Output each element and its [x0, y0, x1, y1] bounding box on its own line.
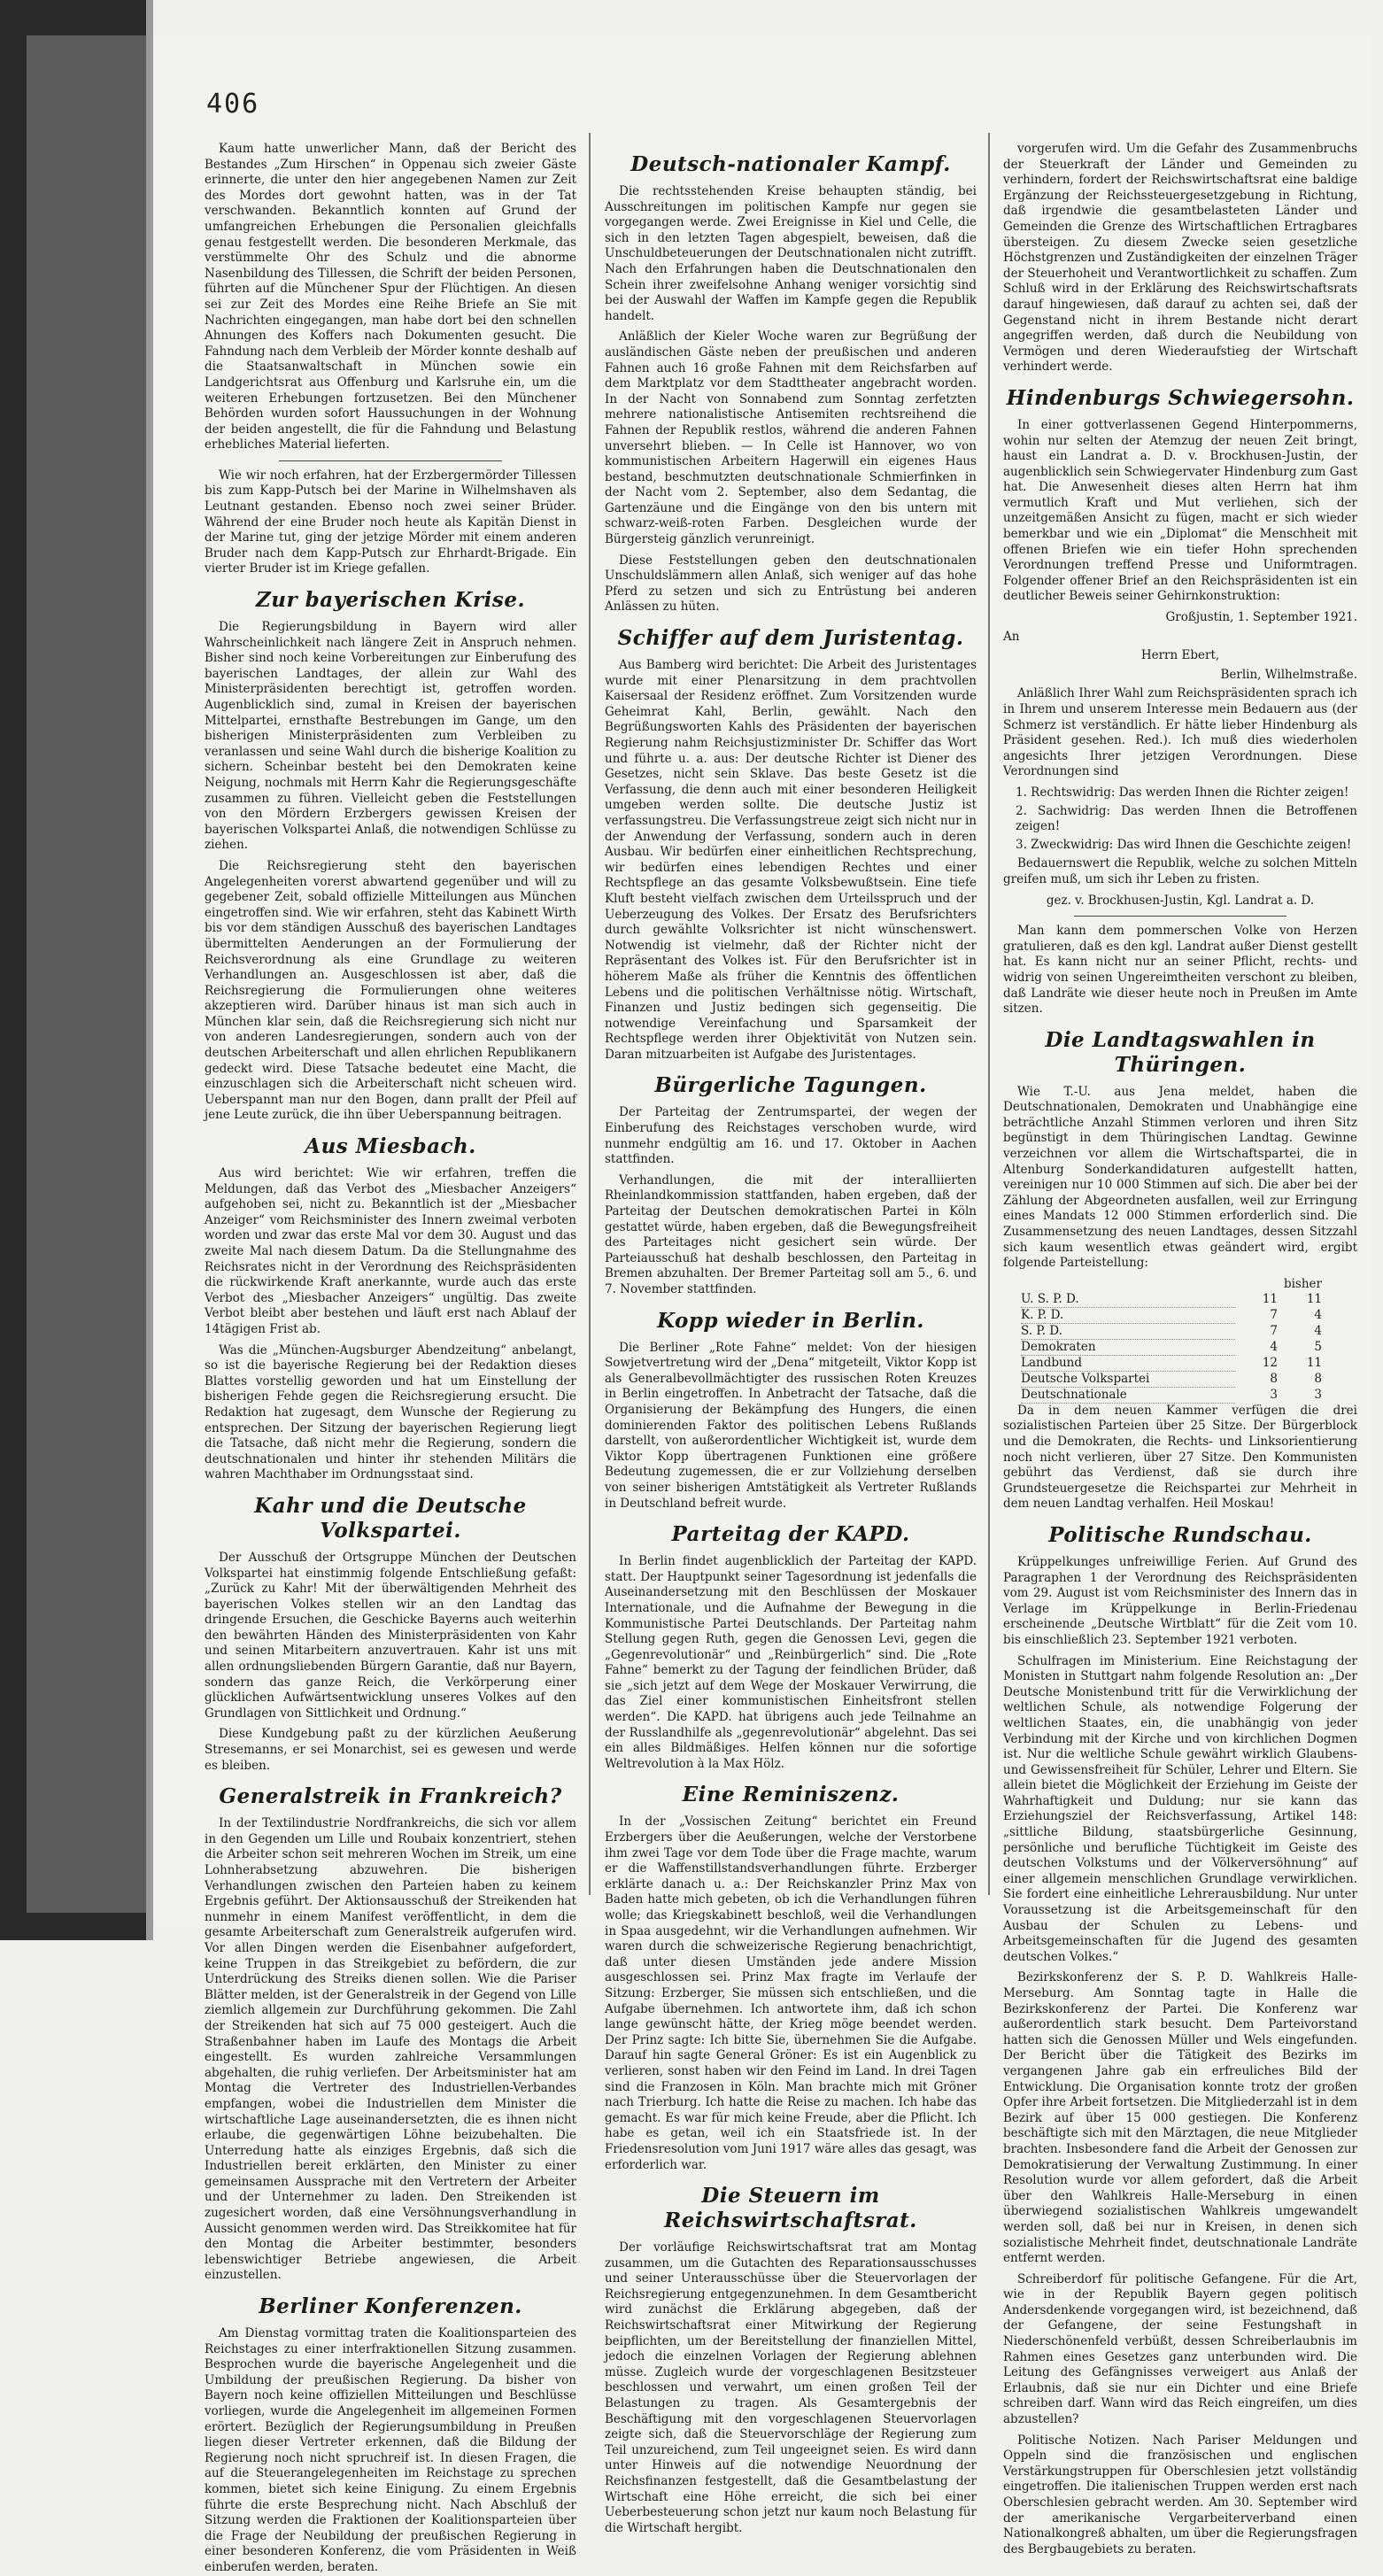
headline-rundschau: Politische Rundschau.	[1048, 1522, 1312, 1547]
seats-new: 7	[1270, 1307, 1278, 1322]
article-paragraph: Die Reichsregierung steht den bayerischen Angelegenheiten vorerst abwartend gegenüber und will zu gegebener Zeit, sobald offizielle Mitteilungen aus München eingetroffen sind. Wie wir erfahren, steht das Kabinett Wirth bis vor dem ständigen Ausschuß des bayerischen Landtages übermittelten Aenderungen an der Formulierung der Reichsverordnung als eine Grundlage zu weiteren Verhandlungen an. Ausgeschlossen ist aber, daß die Reichsregierung die Formulierungen ohne weiteres akzeptieren wird. Darüber hinaus ist man sich auch in München klar sein, daß die Reichsregierung sich nicht nur von anderen Landesregierungen, sondern auch von der deutschen Arbeiterschaft und allen ehrlichen Republikanern gedeckt wird. Diese Tatsache bedeutet eine Macht, die einzuschlagen sich die Arbeiterschaft nicht scheuen wird. Ueberspannt man nur den Bogen, dann prallt der Pfeil auf jene Leute zurück, die ihn über Ueberspannung beitragen.	[205, 858, 576, 1123]
article-paragraph: Am Dienstag vormittag traten die Koalitionsparteien des Reichstages zu einer interfraktionellen Sitzung zusammen. Besprochen wurde die bayerische Angelegenheit und die Umbildung der preußischen Regierung. Da bisher von Bayern noch keine offiziellen Mitteilungen und Beschlüsse vorliegen, wurde die Angelegenheit im allgemeinen Formen erörtert. Bezüglich der Regierungsumbildung in Preußen liegen dieser Vertreter erkennen, daß die Bildung der Regierung noch nicht spruchreif ist. In diesen Fragen, die auf die Steuerangelegenheiten im Reichstage zu sprechen kommen, bietet sich keine Einigung. Zu einem Ergebnis führte die erste Besprechung nicht. Nach Abschluß der Sitzung werden die Fraktionen der Koalitionsparteien über die Frage der Neubildung der preußischen Regierung in einer besonderen Konferenz, die vom Präsidenten in Weiß einberufen werden, beraten.	[205, 2326, 576, 2574]
article-paragraph: Die rechtsstehenden Kreise behaupten ständig, bei Ausschreitungen im politischen Kampfe nur gegen sie vorgegangen werde. Zwei Ereignisse in Kiel und Celle, die sich in den letzten Tagen abgespielt, beweisen, daß die Unschuldbeteuerungen der Deutschnationalen nicht zutrifft. Nach den Erfahrungen haben die Deutschnationalen den Schein ihrer zweifelsohne Anhang weniger vorsichtig sind bei der Auswahl der Waffen im Kampfe gegen die Republik handelt.	[605, 184, 977, 323]
separator	[279, 460, 502, 461]
article-paragraph: In einer gottverlassenen Gegend Hinterpommerns, wohin nur selten der Atemzug der neuen Zeit bringt, haust ein Landrat a. D. v. Brockhusen-Justin, der augenblicklich sein Schwiegervater Hindenburg zum Gast hat. Die Anwesenheit dieses alten Herrn hat ihm vermutlich Kraft und Mut verliehen, sich der unzeitgemäßen Ansicht zu fügen, macht er sich wieder bemerkbar und wie ein „Diplomat“ die Menschheit mit offenen Briefen wie ein tiefer Hohn sprechenden Verordnungen treffend Presse und Uniformtragen. Folgender offener Brief an den Reichspräsidenten ist ein deutlicher Beweis seiner Gehirnkonstruktion:	[1003, 417, 1357, 604]
article-paragraph: Diese Kundgebung paßt zu der kürzlichen Aeußerung Stresemanns, er sei Monarchist, sei es gewesen und werde es bleiben.	[205, 1727, 576, 1773]
headline-tagungen: Bürgerliche Tagungen.	[654, 1073, 927, 1098]
column-right	[1003, 142, 1357, 2557]
headline-hindenburg: Hindenburgs Schwiegersohn.	[1006, 385, 1355, 410]
letter-list	[1016, 785, 1357, 853]
article-paragraph: Die Regierungsbildung in Bayern wird aller Wahrscheinlichkeit nach längere Zeit in Anspruch nehmen. Bisher sind noch keine Vorbereitungen zur Einberufung des bayerischen Landtages, der allein zur Wahl des Ministerpräsidenten berechtigt ist, getroffen worden. Augenblicklich sind, zumal in Kreisen der bayerischen Mittelpartei, ernsthafte Bestrebungen im Gange, um den bisherigen Ministerpräsidenten zum Verbleiben zu veranlassen und seine Wahl durch die bisherige Koalition zu sichern. Scheinbar besteht bei den Demokraten keine Neigung, nochmals mit Herrn Kahr die Regierungsgeschäfte zusammen zu führen. Vielleicht geben die Feststellungen von den Mördern Erzbergers gewissen Kreisen der bayerischen Volkspartei Anlaß, die notwendigen Schlüsse zu ziehen.	[205, 620, 576, 853]
column-rule	[589, 133, 591, 1895]
seats-old: 3	[1314, 1387, 1322, 1402]
letter-close: Bedauernswert die Republik, welche zu solchen Mitteln greifen muß, um sich ihr Leben zu fristen.	[1003, 856, 1357, 886]
letter-date: Großjustin, 1. September 1921.	[1165, 610, 1357, 625]
article-paragraph: Wie T.-U. aus Jena meldet, haben die Deutschnationalen, Demokraten und Unabhängige eine beträchtliche Anzahl Stimmen verloren und ihren Sitz begünstigt in dem Thüringischen Landtag. Gewinne verzeichnen vor allem die Wirtschaftspartei, die in Altenburg Sonderkandidaturen aufgestellt hatten, vereinigen nur 10 000 Stimmen auf sich. Die aber bei der Zählung der Abgeordneten ausfallen, weil zur Erringung eines Mandats 12 000 Stimmen erforderlich sind. Die Zusammensetzung des neuen Landtages, dessen Sitzzahl sich kaum wesentlich etwas geändert wird, ergibt folgende Parteistellung:	[1003, 1084, 1357, 1271]
headline-kapd: Parteitag der KAPD.	[671, 1522, 910, 1547]
article-paragraph: Schulfragen im Ministerium. Eine Reichstagung der Monisten in Stuttgart nahm folgende Resolution an: „Der Deutsche Monistenbund tritt für die Verwirklichung der weltlichen Schule, als notwendige Folgerung der weltlichen Staates, ein, die unabhängig von jeder Verbindung mit der Kirche und von kirchlichen Dogmen ist. Nur die weltliche Schule gewährt wirklich Glaubens- und Gewissensfreiheit für Schüler, Lehrer und Eltern. Sie allein bietet die Möglichkeit der Erziehung im Geiste der Wahrhaftigkeit und Duldung; nur sie kann das Erziehungsziel der Reichsverfassung, Artikel 148: „sittliche Bildung, staatsbürgerliche Gesinnung, persönliche und berufliche Tüchtigkeit im Geiste des deutschen Volkstums und der Völkerversöhnung“ auf einer allgemein menschlichen Grundlage verwirklichen. Sie fordert eine einheitliche Lehrerausbildung. Nur unter Voraussetzung ist die Arbeitsgemeinschaft für den Ausbau der Schulen zu Lebens- und Arbeitsgemeinschaften für die Jugend des gesamten deutschen Volkes.“	[1003, 1653, 1357, 1964]
seats-table	[1003, 1292, 1357, 1404]
headline-steuern: Die Steuern im Reichswirtschaftsrat.	[664, 2184, 917, 2233]
seats-new: 4	[1270, 1339, 1278, 1354]
seats-row	[1003, 1340, 1357, 1356]
party-name: U. S. P. D.	[1021, 1292, 1235, 1308]
page-number: 406	[206, 89, 260, 120]
party-name: Deutschnationale	[1021, 1388, 1235, 1404]
article-paragraph: Schreiberdorf für politische Gefangene. Für die Art, wie in der Republik Bayern gegen politisch Andersdenkende vorgegangen wird, ist bezeichnend, daß der Gefangene, der seine Festungshaft in Niederschönenfeld verbüßt, dessen Schreiberlaubnis im Rahmen eines Gesetzes ganz unterbunden wird. Die Leitung des Gefängnisses verweigert aus Anlaß der Erlaubnis, daß sie nur ein Dichter und eine Briefe schreiben darf. Wann wird das Reich eingreifen, um dies abzustellen?	[1003, 2271, 1357, 2427]
seats-row	[1003, 1324, 1357, 1340]
seats-old: 11	[1306, 1355, 1322, 1370]
article-paragraph: Da in dem neuen Kammer verfügen die drei sozialistischen Parteien über 25 Sitze. Der Bürgerblock und die Demokraten, die Rechts- und Linksorientierung noch nicht verlieren, über 27 Sitze. Den Kommunisten gebührt das Verdienst, daß sie durch ihre Grundsteuergesetze die Reichspartei zur Mehrheit in dem neuen Landtag verhalfen. Heil Moskau!	[1003, 1403, 1357, 1512]
headline-thueringen: Die Landtagswahlen in Thüringen.	[1045, 1027, 1316, 1077]
headline-reminiszenz: Eine Reminiszenz.	[682, 1783, 900, 1807]
headline-krise: Zur bayerischen Krise.	[256, 588, 525, 613]
article-paragraph: Was die „München-Augsburger Abendzeitung“ anbelangt, so ist die bayerische Regierung bei der Redaktion dieses Blattes vorstellig geworden und hat um Einstellung der bisherigen Fehde gegen die Reichsregierung ersucht. Die Redaktion hat zugesagt, dem Wunsche der Regierung zu entsprechen. Der Sitzung der bayerischen Regierung liegt die Tatsache, daß nicht mehr die Regierung, sondern die deutschnationalen und hinter ihr stehenden Militärs die wahren Machthaber im Ordnungsstaat sind.	[205, 1342, 576, 1482]
article-paragraph: Wie wir noch erfahren, hat der Erzbergermörder Tillessen bis zum Kapp-Putsch bei der Marine in Wilhelmshaven als Leutnant gestanden. Ebenso noch zwei seiner Brüder. Während der eine Bruder noch heute als Kapitän Dienst in der Marine tut, ging der jetzige Mörder mit einem anderen Bruder nach dem Kapp-Putsch zur Ehrhardt-Brigade. Ein vierter Bruder ist im Kriege gefallen.	[205, 468, 576, 576]
article-paragraph: Der vorläufige Reichswirtschaftsrat trat am Montag zusammen, um die Gutachten des Reparationsausschusses und seiner Unterausschüsse über die Steuervorlagen der Reichsregierung entgegenzunehmen. In dem Gesamtbericht wird zunächst die Erklärung abgegeben, daß der Reichswirtschaftsrat einer Mitwirkung der Regierung beipflichten, um der Bereitstellung der finanziellen Mittel, jedoch die einzelnen Vorlagen der Regierung ablehnen müsse. Zugleich wurde der vorgeschlagenen Besitzsteuer beschlossen und verwahrt, um einen großen Teil der Belastungen zu tragen. Als Gesamtergebnis der Beschäftigung mit den vorgeschlagenen Steuervorlagen zeigte sich, daß die Steuervorschläge der Regierung zum Teil unzureichend, zum Teil ungeeignet seien. Es wird dann unter Hinweis auf die notwendige Neuordnung der Reichsfinanzen festgestellt, daß die Gesamtbelastung der Wirtschaft eine Höhe erreicht, die sich bei einer Ueberbesteuerung schon jetzt nur kaum noch Belastung für die Wirtschaft hergibt.	[605, 2240, 977, 2535]
seats-old: 4	[1314, 1323, 1322, 1338]
seats-row	[1003, 1308, 1357, 1324]
party-name: K. P. D.	[1021, 1308, 1235, 1324]
newspaper-page	[153, 35, 1371, 2574]
scan-binding-edge	[27, 35, 146, 1913]
article-paragraph: Verhandlungen, die mit der interalliierten Rheinlandkommission stattfanden, haben ergeben, daß der Parteitag der Deutschen demokratischen Partei in Köln gestattet würde, haben ergeben, daß die Bewegungsfreiheit des Parteitages nicht gesichert sein würde. Der Parteiausschuß hat deshalb beschlossen, den Parteitag in Bremen abzuhalten. Der Bremer Parteitag soll am 5., 6. und 7. November stattfinden.	[605, 1172, 977, 1296]
headline-konferenzen: Berliner Konferenzen.	[259, 2294, 522, 2319]
letter-item: 3. Zweckwidrig: Das wird Ihnen die Geschichte zeigen!	[1016, 837, 1352, 852]
headline-kahr: Kahr und die Deutsche Volkspartei.	[254, 1493, 527, 1543]
seats-old: 5	[1314, 1339, 1322, 1354]
column-left	[205, 142, 576, 2574]
headline-generalstreik: Generalstreik in Frankreich?	[219, 1784, 562, 1809]
article-paragraph: Der Ausschuß der Ortsgruppe München der Deutschen Volkspartei hat einstimmig folgende Entschließung gefaßt: „Zurück zu Kahr! Mit der überwältigenden Mehrheit des bayerischen Volkes stellen wir an den Landtag das dringende Ersuchen, die Geschicke Bayerns auch weiterhin den bewährten Händen des Ministerpräsidenten von Kahr und seinen Mitarbeitern anzuvertrauen. Kahr ist uns mit allen ordnungsliebenden Bürgern Garantie, daß nur Bayern, sondern das ganze Reich, die Verkörperung einer glücklichen Aufwärtsentwicklung unseres Volkes auf den Grundlagen von Sittlichkeit und Ordnung.“	[205, 1550, 576, 1721]
letter-address: Berlin, Wilhelmstraße.	[1220, 667, 1357, 682]
headline-juristentag: Schiffer auf dem Juristentag.	[617, 626, 964, 651]
letter-item: 2. Sachwidrig: Das werden Ihnen die Betroffenen zeigen!	[1016, 803, 1357, 834]
separator	[1074, 916, 1286, 917]
article-paragraph: In der Textilindustrie Nordfrankreichs, die sich vor allem in den Gegenden um Lille und Roubaix konzentriert, stehen die Arbeiter schon seit mehreren Wochen im Streik, um eine Lohnherabsetzung abzuwehren. Die bisherigen Verhandlungen zwischen den Parteien haben zu keinem Ergebnis geführt. Der Aktionsausschuß der Streikenden hat nunmehr in einem Manifest veröffentlicht, in dem die gesamte Arbeiterschaft zum Generalstreik aufgerufen wird. Vor allen Dingen werden die Eisenbahner aufgefordert, keine Truppen in das Streikgebiet zu befördern, die zur Unterdrückung des Streiks dienen sollen. Wie die Pariser Blätter melden, ist der Generalstreik in der Gegend von Lille ziemlich allgemein zur Durchführung gekommen. Die Zahl der Streikenden hat sich auf 75 000 gesteigert. Auch die Straßenbahner haben im Laufe des Montags die Arbeit eingestellt. Es wurden zahlreiche Versammlungen abgehalten, die ruhig verliefen. Der Arbeitsminister hat am Montag die Vertreter des Industriellen-Verbandes empfangen, wobei die Industriellen dem Minister die wirtschaftliche Lage auseinandersetzten, die es ihnen nicht erlaube, die gegenwärtigen Löhne beizubehalten. Die Unterredung hatte als einziges Ergebnis, daß sich die Industriellen bereit erklärten, den Minister zu einer gemeinsamen Aussprache mit den Vertretern der Arbeiter und der Unternehmer zu laden. Den Streikenden ist zugesichert worden, daß eine Versöhnungsverhandlung in Aussicht genommen werden wird. Das Streikkomitee hat für den Montag die Arbeiter bestimmter, besonders lebenswichtiger Betriebe angewiesen, die Arbeit einzustellen.	[205, 1816, 576, 2283]
seats-old: 11	[1306, 1291, 1322, 1306]
seats-old: 4	[1314, 1307, 1322, 1322]
article-paragraph: vorgerufen wird. Um die Gefahr des Zusammenbruchs der Steuerkraft der Länder und Gemeinden zu verhindern, fordert der Reichswirtschaftsrat eine baldige Ergänzung der Reichssteuergesetzgebung in Richtung, daß irgendwie die gesamtbelasteten Länder und Gemeinden die Grenze des Wirtschaftlichen Ertragbares übersteigen. Zu diesem Zwecke seien gesetzliche Höchstgrenzen und Zuständigkeiten der einzelnen Träger der Steuerhoheit und Verantwortlichkeit zu schaffen. Zum Schluß wird in der Erklärung des Reichswirtschaftsrats darauf hingewiesen, daß darauf zu achten sei, daß der Gegenstand nicht in ihrem Bestande nicht derart angegriffen werden, daß durch die Neubildung von Vermögen und deren Wiederaufstieg der Wirtschaft verhindert werde.	[1003, 142, 1357, 375]
headline-kampf: Deutsch-nationaler Kampf.	[630, 152, 951, 176]
article-paragraph: Aus wird berichtet: Wie wir erfahren, treffen die Meldungen, daß das Verbot des „Miesbacher Anzeigers“ aufgehoben sei, nicht zu. Bekanntlich ist der „Miesbacher Anzeiger“ vom Reichsminister des Innern zweimal verboten worden und zwar das erste Mal vor dem 30. August und das zweite Mal nach diesem Datum. Da die Stellungnahme des Reichsrates nicht in der Verordnung des Reichspräsidenten die rückwirkende Kraft anerkannte, wurde auch das erste Verbot des „Miesbacher Anzeigers“ ungültig. Das zweite Verbot bleibt aber bestehen und läuft erst nach Ablauf der 14tägigen Frist ab.	[205, 1166, 576, 1336]
article-paragraph: Der Parteitag der Zentrumspartei, der wegen der Einberufung des Reichstages verschoben wurde, wird nunmehr endgültig am 16. und 17. Oktober in Aachen stattfinden.	[605, 1105, 977, 1167]
column-middle	[605, 142, 977, 2535]
article-paragraph: Diese Feststellungen geben den deutschnationalen Unschuldslämmern allen Anlaß, sich weniger auf das hohe Pferd zu setzen und sich zu Entrüstung bei anderen Anlässen zu hüten.	[605, 553, 977, 615]
article-paragraph: Die Berliner „Rote Fahne“ meldet: Von der hiesigen Sowjetvertretung wird der „Dena“ mitgeteilt, Viktor Kopp ist als Generalbevollmächtigter des russischen Roten Kreuzes in Berlin eingetroffen. In Anbetracht der Tatsache, daß die Organisierung der Bekämpfung des Hungers, die einen dominierenden Faktor des politischen Lebens Rußlands darstellt, von außerordentlicher Wichtigkeit ist, wurde dem Viktor Kopp übertragenen Funktionen eine größere Bedeutung zugemessen, die er zur Vollziehung derselben von seiner bisherigen Amtstätigkeit als Vertreter Rußlands in Deutschland befreit wurde.	[605, 1340, 977, 1511]
article-paragraph: Aus Bamberg wird berichtet: Die Arbeit des Juristentages wurde mit einer Plenarsitzung in dem prachtvollen Kaisersaal der Residenz eröffnet. Zum Vorsitzenden wurde Geheimrat Kahl, Berlin, gewählt. Nach den Begrüßungsworten Kahls des Präsidenten der bayerischen Regierung nahm Reichsjustizminister Dr. Schiffer das Wort und führte u. a. aus: Der deutsche Richter ist Diener des Gesetzes, nicht sein Sklave. Das beste Gesetz ist die Verfassung, die denn auch mit einer besonderen Heiligkeit umgeben werden sollte. Die deutsche Justiz ist verfassungstreu. Die Verfassungstreue zeigt sich nicht nur in der Anwendung der Verfassung, sondern auch in deren Ausbau. Wir bedürfen einer einheitlichen Rechtsprechung, wir bedürfen eines lebendigen Rechtes und einer Rechtspflege an das gesamte Volksbewußtsein. Eine tiefe Kluft besteht vielfach zwischen dem Urteilsspruch und der Ueberzeugung des Volkes. Der Ersatz des Berufsrichters durch gewählte Volksrichter ist nicht wünschenswert. Notwendig ist vielmehr, daß der Richter nicht der Repräsentant des Volkes ist. Für den Berufsrichter ist in höherem Maße als früher die Kenntnis des öffentlichen Lebens und die politischen Verhältnisse nötig. Wirtschaft, Finanzen und Justiz bedingen sich gegenseitig. Die notwendige Vereinfachung und Sparsamkeit der Rechtspflege werden ihrer Objektivität von Nutzen sein. Daran mitzuarbeiten ist Aufgabe des Juristentages.	[605, 658, 977, 1062]
seats-new: 8	[1270, 1371, 1278, 1386]
column-rule	[988, 133, 990, 1895]
seats-new: 12	[1262, 1355, 1278, 1370]
article-paragraph: Krüppelkunges unfreiwillige Ferien. Auf Grund des Paragraphen 1 der Verordnung des Reichspräsidenten vom 29. August ist vom Reichsminister des Innern das in Verlage im Krüppelkunge in Berlin-Friedenau erscheinende „Deutsche Wirtblatt“ für die Zeit vom 10. bis einschließlich 23. September 1921 verboten.	[1003, 1554, 1357, 1647]
letter-body: Anläßlich Ihrer Wahl zum Reichspräsidenten sprach ich in Ihrem und unserem Interesse mein Bedauern aus (der Schmerz ist verständlich. Er hätte lieber Hindenburg als Präsident gesehen. Red.). Ich muß dies wiederholen angesichts Ihrer jetzigen Verordnungen. Diese Verordnungen sind	[1003, 686, 1357, 779]
article-paragraph: Bezirkskonferenz der S. P. D. Wahlkreis Halle-Merseburg. Am Sonntag tagte in Halle die Bezirkskonferenz der Partei. Die Konferenz war außerordentlich stark besucht. Dem Parteivorstand hatten sich die Genossen Müller und Wels eingefunden. Der Bericht über die Tätigkeit des Bezirks im vergangenen Jahre gab ein erfreuliches Bild der Entwicklung. Die Organisation konnte trotz der großen Opfer ihre Arbeit fortsetzen. Die Mitgliederzahl ist in dem Bezirk auf über 15 000 gestiegen. Die Konferenz beschäftigte sich mit den Märztagen, die neue Mitglieder brachten. Insbesondere fand die Arbeit der Genossen zur Demokratisierung der Verwaltung Zustimmung. In einer Resolution wurde vor allem gefordert, daß die Arbeit über den Wahlkreis Halle-Merseburg in einen überwiegend sozialistischen Wahlkreis umgewandelt werden soll, daß bei nur in Kreisen, in denen sich sozialistische Mehrheit findet, deutschnationale Landräte entfernt werden.	[1003, 1970, 1357, 2266]
party-name: Landbund	[1021, 1356, 1235, 1372]
seats-row	[1003, 1356, 1357, 1372]
article-paragraph: Politische Notizen. Nach Pariser Meldungen und Oppeln sind die französischen und englischen Verstärkungstruppen für Oberschlesien jetzt vollständig eingetroffen. Die italienischen Truppen werden erst nach Oberschlesien gebracht werden. Am 30. September wird der amerikanische Vergarbeiterverband einen Nationalkongreß abhalten, um über die Regierungsfragen des Bergbaugebiets zu beraten.	[1003, 2433, 1357, 2557]
seats-row	[1003, 1372, 1357, 1388]
seats-old: 8	[1314, 1371, 1322, 1386]
seats-header: bisher	[1283, 1276, 1322, 1291]
letter-salutation: An	[1003, 629, 1020, 644]
seats-new: 3	[1270, 1387, 1278, 1402]
article-paragraph: In der „Vossischen Zeitung“ berichtet ein Freund Erzbergers über die Aeußerungen, welche der Verstorbene ihm zwei Tage vor dem Tode über die Frage machte, warum er die Waffenstillstandsverhandlungen führte. Erzberger erklärte danach u. a.: Der Reichskanzler Prinz Max von Baden hatte mich gebeten, ob ich die Verhandlungen führen wolle; das Kriegskabinett beschloß, weil die Verhandlungen in Spaa ausgedehnt, wir die Verhandlungen aufnehmen. Wir waren durch die schweizerische Regierung benachrichtigt, daß unter diesen Umständen jede andere Mission ausgeschlossen sei. Prinz Max fragte im Verlaufe der Sitzung: Erzberger, Sie müssen sich entschließen, und die Aufgabe übernehmen. Ich antwortete ihm, daß ich schon lange gewünscht hätte, der Krieg möge beendet werden. Der Prinz sagte: Ich bitte Sie, übernehmen Sie die Aufgabe. Darauf hin sagte General Gröner: Es ist ein Augenblick zu verlieren, sonst haben wir den Feind im Land. In drei Tagen sind die Franzosen in Köln. Man brachte mich mit Gröner nach Trierburg. Ich hatte die Reise zu machen. Ich habe das gemacht. Es war für mich keine Freude, aber die Pflicht. Ich habe es getan, weil ich ein Staatsfriede ist. In der Friedensresolution vom Juni 1917 wäre alles das gesagt, was erforderlich war.	[605, 1814, 977, 2172]
headline-miesbach: Aus Miesbach.	[305, 1134, 476, 1159]
letter-recipient: Herrn Ebert,	[1140, 648, 1220, 663]
article-paragraph: Kaum hatte unwerlicher Mann, daß der Bericht des Bestandes „Zum Hirschen“ in Oppenau sich zweier Gäste erinnerte, die unter den hier angegebenen Namen zur Zeit des Mordes dort gewohnt hatten, was in der Tat verschwanden. Bekanntlich konnten auf Grund der umfangreichen Erhebungen die Personalien gleichfalls genau festgestellt werden. Die besonderen Merkmale, das verstümmelte Ohr des Schulz und die abnorme Nasenbildung des Tillessen, die Schrift der beiden Personen, führten auf die Münchener Spur der Flüchtigen. An diesen sei zur Zeit des Mordes eine Reihe Briefe an Sie mit Nachrichten eingegangen, man habe dort bei den schnellen Ahnungen des Koffers nach Dokumenten gesucht. Die Fahndung nach dem Verbleib der Mörder konnte deshalb auf die Staatsanwaltschaft in München sowie ein Landgerichtsrat aus Offenburg und Karlsruhe ein, um die weiteren Erhebungen fortzusetzen. Bei den Münchener Behörden wurden sofort Haussuchungen in der Wohnung der beiden angestellt, die für die Fahndung und Belastung erhebliches Material lieferten.	[205, 142, 576, 453]
scan-page-edge	[146, 0, 153, 1940]
article-paragraph: In Berlin findet augenblicklich der Parteitag der KAPD. statt. Der Hauptpunkt seiner Tagesordnung ist jedenfalls die Auseinandersetzung mit den Beschlüssen der Moskauer Internationale, und die Aufnahme der Bewegung in die Kommunistische Partei Deutschlands. Der Parteitag nahm Stellung gegen Ruth, gegen die Genossen Levi, gegen die „Gegenrevolutionär“ und „Reinbürgerlich“ sind. Die „Rote Fahne“ bemerkt zu der Tagung der feindlichen Brüder, daß sie „sich jetzt auf dem Wege der Moskauer Verwirrung, die das Ziel einer kommunistischen Einheitsfront stellen werden“. Die KAPD. hat übrigens auch jede Teilnahme an der Russlandhilfe als „gegenrevolutionär“ abgelehnt. Das sei ein alles Bildmäßiges. Helfen können nur die sofortige Weltrevolution à la Max Hölz.	[605, 1554, 977, 1771]
party-name: Deutsche Volkspartei	[1021, 1372, 1235, 1388]
party-name: S. P. D.	[1021, 1324, 1235, 1340]
seats-new: 7	[1270, 1323, 1278, 1338]
letter-item: 1. Rechtswidrig: Das werden Ihnen die Richter zeigen!	[1016, 785, 1349, 800]
article-paragraph: Man kann dem pommerschen Volke von Herzen gratulieren, daß es den kgl. Landrat außer Dienst gestellt hat. Es kann nicht nur an seiner Pflicht, rechts- und widrig von seinen Ungereimtheiten verschont zu bleiben, daß Landräte wie dieser heute noch in Preußen im Amte sitzen.	[1003, 924, 1357, 1017]
seats-row	[1003, 1292, 1357, 1308]
seats-row	[1003, 1388, 1357, 1404]
headline-kopp: Kopp wieder in Berlin.	[657, 1308, 924, 1333]
article-paragraph: Anläßlich der Kieler Woche waren zur Begrüßung der ausländischen Gäste neben der preußischen und anderen Fahnen auch 16 große Fahnen mit dem Reichsfarben auf dem Marktplatz vor dem Stadttheater angebracht worden. In der Nacht von Sonnabend zum Sonntag zerfetzten mehrere nationalistische Antisemiten rechtsreihend die Fahnen der Republik restlos, während die anderen Fahnen unversehrt blieben. — In Celle ist Hannover, wo von kommunistischen Arbeitern Hagerwill ein eigenes Haus bestand, beschmutzten deutschnationale Schmierfinken in der Nacht vom 2. September, also dem Sedantag, die Gartenzäune und die Eingänge von den bis untern mit schwarz-weiß-roten Farben. Desgleichen wurde der Bürgersteig gänzlich verunreinigt.	[605, 329, 977, 547]
seats-new: 11	[1262, 1291, 1278, 1306]
letter-signature: gez. v. Brockhusen-Justin, Kgl. Landrat a. D.	[1046, 893, 1315, 908]
party-name: Demokraten	[1021, 1340, 1235, 1356]
